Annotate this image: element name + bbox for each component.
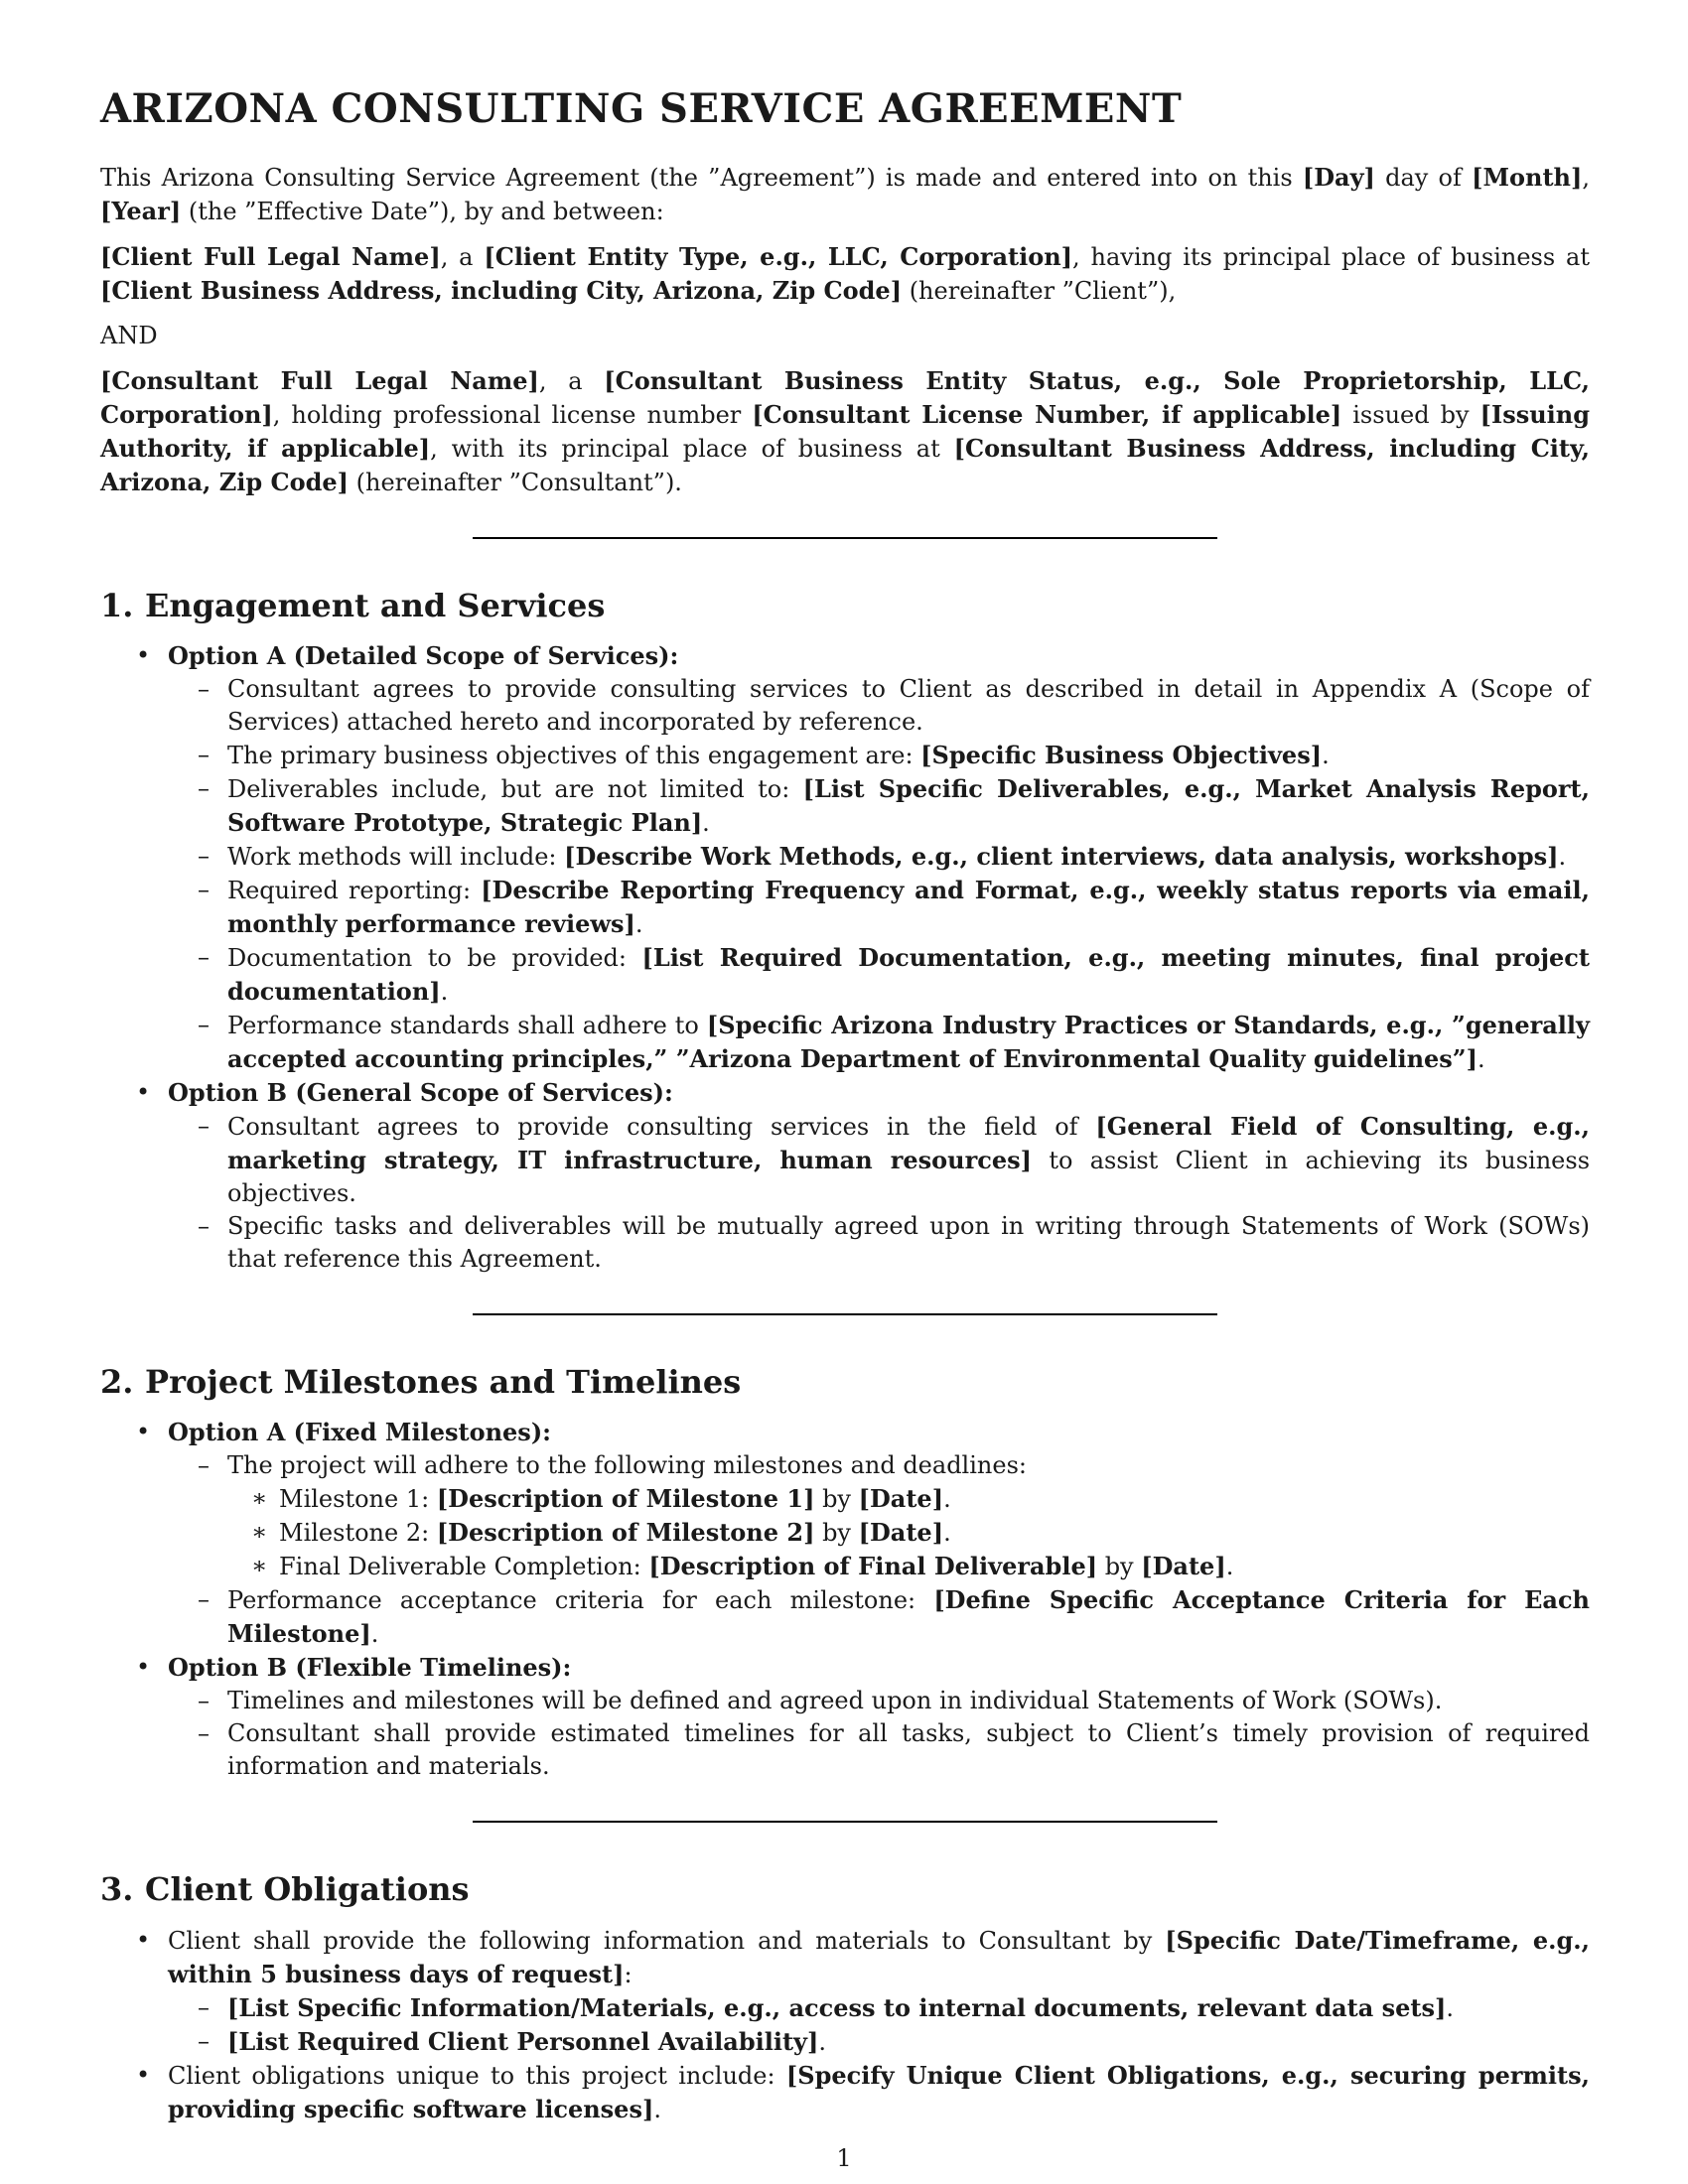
list-item bbox=[166, 1449, 1590, 1583]
consultant-text: (hereinafter ”Consultant”). bbox=[349, 469, 682, 496]
list-item bbox=[100, 1924, 1590, 2059]
item-text: Performance acceptance criteria for each milestone: bbox=[227, 1586, 934, 1615]
client-name-placeholder: [Client Full Legal Name] bbox=[100, 242, 441, 271]
document-page bbox=[100, 87, 1590, 2126]
date-placeholder: [Date] bbox=[858, 1518, 944, 1548]
section-number: 3. bbox=[100, 1870, 134, 1909]
list-item bbox=[100, 1416, 1590, 1651]
placeholder: [Specific Business Objectives] bbox=[920, 741, 1323, 770]
item-text: . bbox=[370, 1620, 379, 1649]
page-number: 1 bbox=[836, 2144, 852, 2172]
placeholder: [Specific Date/Timeframe, e.g., within 5 business days of request] bbox=[168, 1925, 1590, 1988]
section-number: 1. bbox=[100, 587, 134, 624]
section-number: 2. bbox=[100, 1363, 134, 1402]
item-text: Performance standards shall adhere to bbox=[227, 1012, 707, 1040]
item-text: The project will adhere to the following milestones and deadlines: bbox=[227, 1451, 1027, 1480]
list-item bbox=[166, 874, 1590, 941]
list-item bbox=[166, 739, 1590, 772]
year-placeholder: [Year] bbox=[100, 197, 182, 225]
option-label: Option B (Flexible Timelines): bbox=[168, 1653, 572, 1683]
list-item bbox=[100, 639, 1590, 1076]
section-title: Engagement and Services bbox=[145, 587, 606, 624]
item-text: Milestone 1: bbox=[279, 1485, 437, 1514]
placeholder: [General Field of Consulting, e.g., marketing strategy, IT infrastructure, human resources] bbox=[227, 1112, 1590, 1175]
issuing-authority-placeholder: [Issuing Authority, if applicable] bbox=[100, 400, 1591, 463]
intro-text: This Arizona Consulting Service Agreement (the ”Agreement”) is made and entered into on this bbox=[100, 164, 1303, 192]
list-item: – Consultant agrees to provide consulting services to Client as described in detail in Appendix A (Scope of Services) attached hereto and incorporated by reference. bbox=[166, 673, 1590, 739]
item-text: by bbox=[814, 1485, 859, 1514]
item-text: . bbox=[1558, 843, 1567, 872]
item-text: Required reporting: bbox=[227, 877, 482, 905]
client-paragraph bbox=[100, 240, 1590, 308]
item-text: Documentation to be provided: bbox=[227, 944, 642, 973]
item-text: Work methods will include: bbox=[227, 843, 565, 872]
client-address-placeholder: [Client Business Address, including City, Arizona, Zip Code] bbox=[100, 276, 903, 305]
list-item bbox=[166, 1991, 1590, 2025]
list-item bbox=[166, 840, 1590, 874]
list-item bbox=[166, 1009, 1590, 1076]
section-title: Client Obligations bbox=[145, 1870, 470, 1909]
placeholder: [Description of Final Deliverable] bbox=[648, 1552, 1098, 1581]
item-text: . bbox=[702, 809, 710, 838]
item-text: : bbox=[624, 1960, 633, 1988]
consultant-text: , a bbox=[538, 367, 605, 395]
list-item bbox=[166, 1110, 1590, 1210]
placeholder: [Specific Arizona Industry Practices or Standards, e.g., ”generally accepted accounting principles,” ”Arizona Department of Environmental Quality guidelines”] bbox=[227, 1011, 1590, 1074]
document-title: ARIZONA CONSULTING SERVICE AGREEMENT bbox=[100, 85, 1183, 132]
item-text: Final Deliverable Completion: bbox=[279, 1553, 649, 1581]
milestone-item bbox=[227, 1482, 1590, 1516]
consultant-paragraph bbox=[100, 364, 1590, 499]
placeholder: [Description of Milestone 2] bbox=[436, 1518, 815, 1548]
and-separator: AND bbox=[100, 322, 158, 349]
consultant-license-placeholder: [Consultant License Number, if applicable] bbox=[752, 400, 1342, 429]
placeholder: [Define Specific Acceptance Criteria for Each Milestone] bbox=[227, 1585, 1591, 1649]
intro-paragraph bbox=[100, 161, 1590, 228]
list-item bbox=[100, 1076, 1590, 1276]
item-text: Deliverables include, but are not limited to: bbox=[227, 775, 803, 804]
item-text: . bbox=[943, 1519, 951, 1548]
placeholder: [Describe Work Methods, e.g., client interviews, data analysis, workshops] bbox=[564, 842, 1559, 872]
list-item: – Specific tasks and deliverables will be mutually agreed upon in writing through Statements of Work (SOWs) that reference this Agreement. bbox=[166, 1210, 1590, 1276]
sub-list bbox=[168, 1110, 1590, 1276]
item-text: by bbox=[814, 1519, 859, 1548]
list-item bbox=[166, 2025, 1590, 2059]
item-text: . bbox=[1225, 1553, 1234, 1581]
item-text: . bbox=[1322, 742, 1330, 770]
client-text: , having its principal place of business at bbox=[1072, 243, 1590, 271]
placeholder: [Specify Unique Client Obligations, e.g., securing permits, providing specific software licenses] bbox=[168, 2060, 1590, 2123]
milestone-list bbox=[227, 1482, 1590, 1583]
horizontal-divider bbox=[473, 537, 1217, 539]
list-item bbox=[100, 1651, 1590, 1783]
sub-list bbox=[168, 1449, 1590, 1651]
section-2-list bbox=[100, 1416, 1590, 1783]
section-heading-client-obligations bbox=[100, 1872, 1590, 1907]
list-item: – Timelines and milestones will be defined and agreed upon in individual Statements of Work (SOWs). bbox=[166, 1685, 1590, 1717]
list-item bbox=[166, 941, 1590, 1009]
item-text: Consultant agrees to provide consulting services in the field of bbox=[227, 1113, 1096, 1142]
placeholder: [Describe Reporting Frequency and Format, e.g., weekly status reports via email, monthly performance reviews] bbox=[227, 876, 1590, 939]
client-entity-placeholder: [Client Entity Type, e.g., LLC, Corporation] bbox=[484, 242, 1073, 271]
placeholder: [List Specific Information/Materials, e.g., access to internal documents, relevant data sets] bbox=[227, 1992, 1447, 2022]
option-label: Option A (Fixed Milestones): bbox=[168, 1418, 552, 1447]
list-item bbox=[166, 772, 1590, 840]
placeholder: [Description of Milestone 1] bbox=[436, 1484, 815, 1514]
consultant-text: , holding professional license number bbox=[272, 401, 753, 429]
milestone-item bbox=[227, 1516, 1590, 1550]
date-placeholder: [Date] bbox=[858, 1484, 944, 1514]
item-text: . bbox=[1446, 1993, 1455, 2022]
item-text: to assist Client in achieving its business objectives. bbox=[227, 1147, 1591, 1208]
item-text: . bbox=[653, 2095, 661, 2123]
month-placeholder: [Month] bbox=[1472, 163, 1583, 192]
item-text: . bbox=[440, 978, 449, 1007]
section-heading-engagement bbox=[100, 589, 1590, 623]
placeholder: [List Required Documentation, e.g., meeting minutes, final project documentation] bbox=[227, 943, 1590, 1007]
consultant-address-placeholder: [Consultant Business Address, including City, Arizona, Zip Code] bbox=[100, 434, 1591, 496]
section-title: Project Milestones and Timelines bbox=[145, 1363, 742, 1402]
client-text: , a bbox=[440, 243, 485, 271]
milestone-item bbox=[227, 1550, 1590, 1583]
item-text: . bbox=[818, 2027, 826, 2056]
list-item: – Consultant shall provide estimated timelines for all tasks, subject to Client’s timely provision of required information and materials. bbox=[166, 1717, 1590, 1783]
list-item bbox=[166, 1583, 1590, 1651]
list-item bbox=[100, 2059, 1590, 2126]
intro-text: day of bbox=[1374, 164, 1473, 192]
section-1-list bbox=[100, 639, 1590, 1276]
section-heading-milestones bbox=[100, 1365, 1590, 1400]
client-text: (hereinafter ”Client”), bbox=[902, 277, 1177, 305]
consultant-entity-placeholder: [Consultant Business Entity Status, e.g., Sole Proprietorship, LLC, Corporation] bbox=[100, 366, 1590, 429]
section-3-list bbox=[100, 1924, 1590, 2126]
item-text: Client obligations unique to this project include: bbox=[168, 2061, 786, 2090]
option-label: Option A (Detailed Scope of Services): bbox=[168, 641, 679, 671]
horizontal-divider bbox=[473, 1821, 1217, 1823]
item-text: Milestone 2: bbox=[279, 1519, 437, 1548]
item-text: by bbox=[1097, 1553, 1142, 1581]
item-text: . bbox=[634, 910, 643, 939]
sub-list bbox=[168, 1991, 1590, 2059]
placeholder: [List Required Client Personnel Availability] bbox=[227, 2026, 819, 2056]
consultant-text: issued by bbox=[1341, 401, 1480, 429]
item-text: The primary business objectives of this engagement are: bbox=[227, 742, 921, 770]
option-label: Option B (General Scope of Services): bbox=[168, 1078, 673, 1108]
item-text: . bbox=[943, 1485, 951, 1514]
consultant-text: , with its principal place of business at bbox=[430, 435, 954, 463]
sub-list bbox=[168, 1685, 1590, 1783]
sub-list bbox=[168, 673, 1590, 1076]
date-placeholder: [Date] bbox=[1141, 1552, 1226, 1581]
intro-text: (the ”Effective Date”), by and between: bbox=[181, 198, 664, 225]
placeholder: [List Specific Deliverables, e.g., Market Analysis Report, Software Prototype, Strategic Plan] bbox=[227, 774, 1590, 838]
horizontal-divider bbox=[473, 1313, 1217, 1315]
day-placeholder: [Day] bbox=[1302, 163, 1375, 192]
item-text: Client shall provide the following information and materials to Consultant by bbox=[168, 1926, 1166, 1955]
consultant-name-placeholder: [Consultant Full Legal Name] bbox=[100, 366, 539, 395]
item-text: . bbox=[1477, 1045, 1485, 1074]
intro-text: , bbox=[1582, 164, 1591, 192]
